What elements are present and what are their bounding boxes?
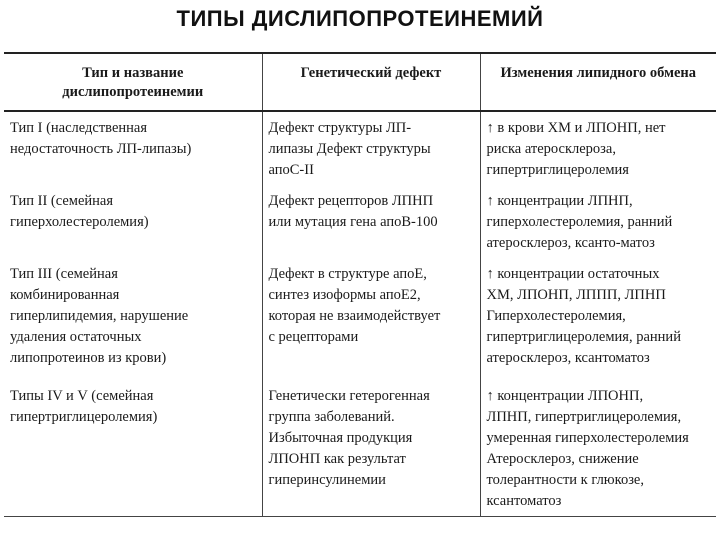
cell-defect: Дефект рецепторов ЛПНП или мутация гена апоВ-100: [262, 185, 480, 258]
cell-type: Типы IV и V (семейная гипертриглицеролемия): [4, 380, 262, 517]
cell-defect: Дефект структуры ЛП- липазы Дефект структуры апоС-II: [262, 111, 480, 185]
table-row: [4, 380, 716, 517]
cell-defect: Генетически гетерогенная группа заболеваний. Избыточная продукция ЛПОНП как результат гиперинсулинемии: [262, 380, 480, 517]
header-changes: Изменения липидного обмена: [480, 53, 716, 111]
cell-changes: ↑ концентрации ЛПОНП, ЛПНП, гипертриглицеролемия, умеренная гиперхолестеролемия Атеросклероз, снижение толерантности к глюкозе, ксантоматоз: [480, 380, 716, 517]
header-type: Тип и название дислипопротеинемии: [4, 53, 262, 111]
table-header-row: [4, 53, 716, 111]
cell-changes: ↑ концентрации ЛПНП, гиперхолестеролемия, ранний атеросклероз, ксанто-матоз: [480, 185, 716, 258]
cell-type: Тип II (семейная гиперхолестеролемия): [10, 193, 149, 230]
table-row: [4, 111, 716, 185]
table-row: [4, 185, 716, 258]
cell-changes: ↑ в крови ХМ и ЛПОНП, нет риска атеросклероза, гипертриглицеролемия: [480, 111, 716, 185]
table-row: [4, 258, 716, 380]
cell-changes: ↑ концентрации остаточных ХМ, ЛПОНП, ЛППП, ЛПНП Гиперхолестеролемия, гипертриглицеролемия, ранний атеросклероз, ксантоматоз: [480, 258, 716, 380]
header-defect: Генетический дефект: [262, 53, 480, 111]
cell-type: Тип I (наследственная недостаточность ЛП-липазы): [10, 120, 192, 157]
cell-defect: Дефект в структуре апоЕ, синтез изоформы апоЕ2, которая не взаимодействует с рецепторами: [262, 258, 480, 380]
page-title: ТИПЫ ДИСЛИПОПРОТЕИНЕМИЙ: [176, 6, 544, 31]
dyslipoproteinemia-table: [4, 52, 716, 517]
cell-type: Тип III (семейная комбинированная гиперлипидемия, нарушение удаления остаточных липопротеинов из крови): [10, 266, 189, 366]
